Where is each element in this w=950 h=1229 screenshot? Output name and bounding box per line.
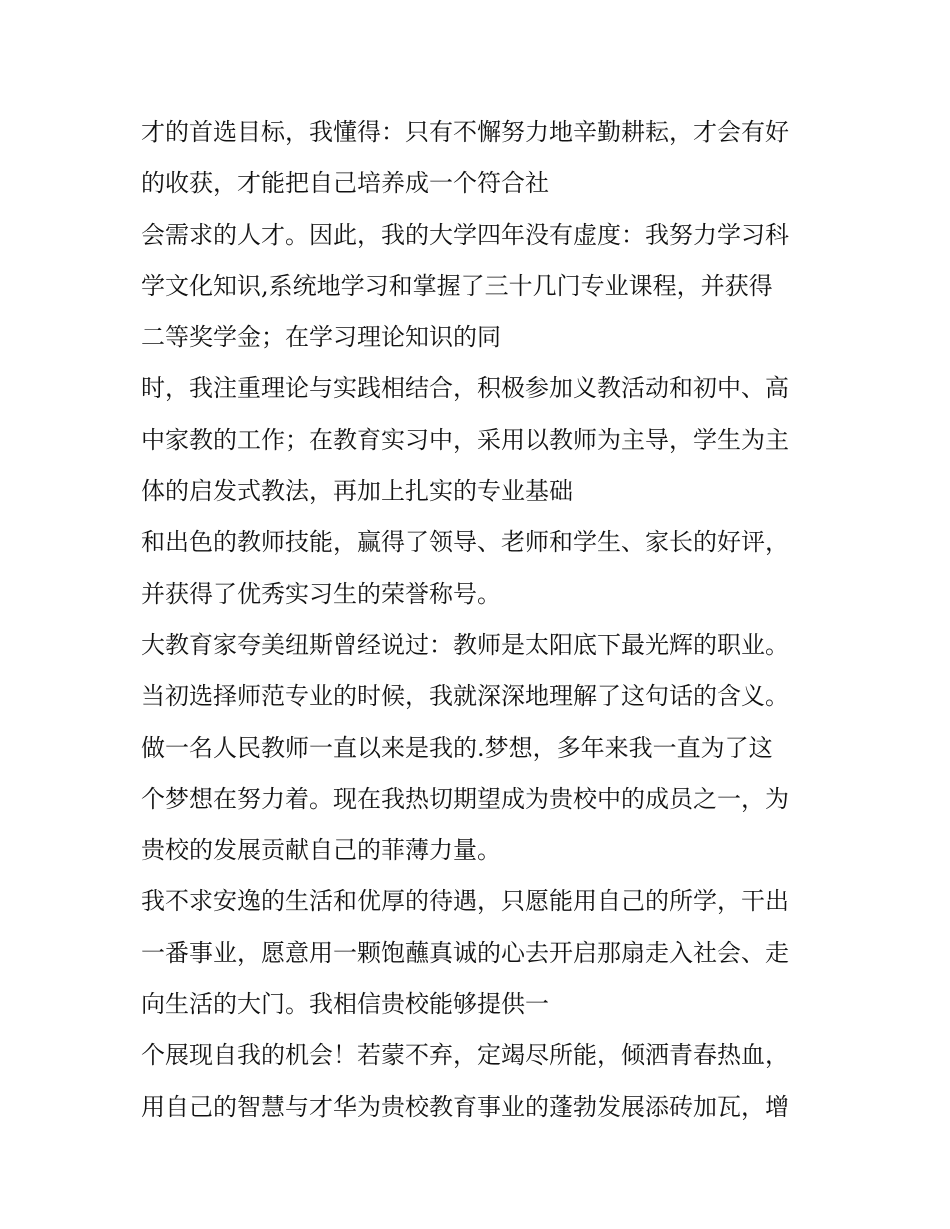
- body-text: [141, 107, 821, 1133]
- text-line: 一番事业，愿意用一颗饱蘸真诚的心去开启那扇走入社会、走: [141, 938, 789, 967]
- text-line: 大教育家夸美纽斯曾经说过：教师是太阳底下最光辉的职业。: [141, 630, 789, 659]
- text-line: 二等奖学金；在学习理论知识的同: [141, 323, 501, 352]
- text-line: 个展现自我的机会！若蒙不弃，定竭尽所能，倾洒青春热血，: [141, 1041, 789, 1070]
- text-line: 会需求的人才。因此，我的大学四年没有虚度：我努力学习科: [141, 220, 789, 249]
- text-line: 做一名人民教师一直以来是我的.梦想，多年来我一直为了这: [141, 733, 773, 762]
- text-line: 时，我注重理论与实践相结合，积极参加义教活动和初中、高: [141, 374, 789, 403]
- text-line: 的收获，才能把自己培养成一个符合社: [141, 169, 549, 198]
- text-line: 才的首选目标，我懂得：只有不懈努力地辛勤耕耘，才会有好: [141, 118, 789, 146]
- text-line: 体的启发式教法，再加上扎实的专业基础: [141, 477, 573, 506]
- text-line: 中家教的工作；在教育实习中，采用以教师为主导，学生为主: [141, 425, 789, 454]
- text-line: 贵校的发展贡献自己的菲薄力量。: [141, 836, 501, 865]
- text-line: 当初选择师范专业的时候，我就深深地理解了这句话的含义。: [141, 682, 789, 711]
- text-line: 学文化知识,系统地学习和掌握了三十几门专业课程，并获得: [141, 271, 773, 300]
- text-line: 用自己的智慧与才华为贵校教育事业的蓬勃发展添砖加瓦，增: [141, 1092, 789, 1121]
- text-line: 向生活的大门。我相信贵校能够提供一: [141, 990, 549, 1019]
- text-line: 我不求安逸的生活和优厚的待遇，只愿能用自己的所学，干出: [141, 887, 789, 916]
- text-line: 和出色的教师技能，赢得了领导、老师和学生、家长的好评，: [141, 528, 789, 557]
- text-line: 并获得了优秀实习生的荣誉称号。: [141, 579, 501, 608]
- text-line: 个梦想在努力着。现在我热切期望成为贵校中的成员之一，为: [141, 784, 789, 813]
